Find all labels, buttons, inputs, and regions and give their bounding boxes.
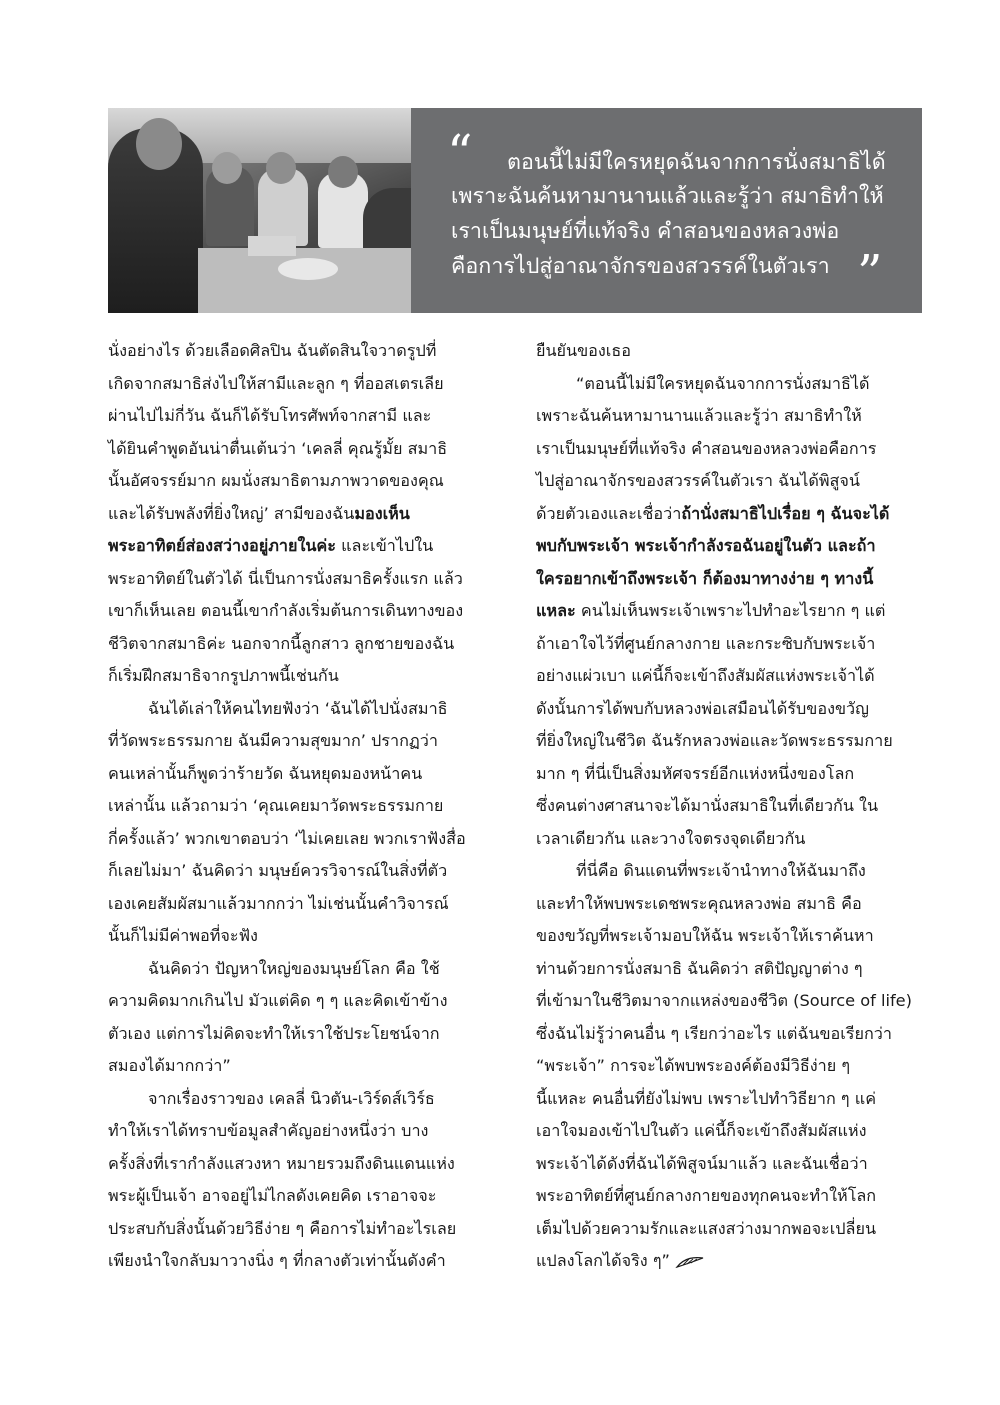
text-line: “พระเจ้า” การจะได้พบพระองค์ต้องมีวิธีง่าย ๆ [536, 1056, 851, 1075]
text-line: กี่ครั้งแล้ว’ พวกเขาตอบว่า ‘ไม่เคยเลย พวกเราฟังสื่อ [108, 828, 466, 848]
text-line: พระเจ้าได้ดังที่ฉันได้พิสูจน์มาแล้ว และฉันเชื่อว่า [536, 1153, 868, 1173]
text-line: ความคิดมากเกินไป มัวแต่คิด ๆ ๆ และคิดเข้าข้าง [108, 991, 448, 1010]
article-photo [108, 108, 411, 313]
open-quote-mark: “ [447, 124, 473, 182]
pull-quote-line: เพราะฉันค้นหามานานแล้วและรู้ว่า สมาธิทำให้ [451, 184, 884, 209]
text-line: สมองได้มากกว่า” [108, 1056, 231, 1075]
text-line: พระอาทิตย์ในตัวได้ นี่เป็นการนั่งสมาธิครั้งแรก แล้ว [108, 568, 463, 588]
bold-phrase: ถ้านั่งสมาธิไปเรื่อย ๆ ฉันจะได้ [681, 503, 890, 523]
pull-quote [411, 108, 922, 313]
text-line: ทำให้เราได้ทราบข้อมูลสำคัญอย่างหนึ่งว่า บาง [108, 1121, 429, 1140]
text-line: ชีวิตจากสมาธิค่ะ นอกจากนี้ลูกสาว ลูกชายของฉัน [108, 633, 455, 653]
text-line: และได้รับพลังที่ยิ่งใหญ่’ สามีของฉันมองเห็น [108, 503, 410, 523]
text-line: ที่ยิ่งใหญ่ในชีวิต ฉันรักหลวงพ่อและวัดพระธรรมกาย [536, 731, 893, 750]
text-line: แปลงโลกได้จริง ๆ” [536, 1245, 921, 1278]
text-line: เวลาเดียวกัน และวางใจตรงจุดเดียวกัน [536, 828, 806, 848]
text-line: ฉันได้เล่าให้คนไทยฟังว่า ‘ฉันได้ไปนั่งสมาธิ [148, 698, 448, 718]
bold-phrase: แหละ [536, 601, 576, 620]
text-line: ซึ่งคนต่างศาสนาจะได้มานั่งสมาธิในที่เดียวกัน ใน [536, 796, 879, 815]
text-line: ที่นี่คือ ดินแดนที่พระเจ้านำทางให้ฉันมาถึง [576, 861, 866, 880]
right-column [536, 335, 921, 1278]
text-line: ตัวเอง แต่การไม่คิดจะทำให้เราใช้ประโยชน์จาก [108, 1023, 440, 1043]
text-line: พระผู้เป็นเจ้า อาจอยู่ไม่ไกลดังเคยคิด เราอาจจะ [108, 1186, 437, 1205]
text-line: นั้นก็ไม่มีค่าพอที่จะฟัง [108, 926, 258, 945]
text-line: ที่เข้ามาในชีวิตมาจากแหล่งของชีวิต (Source of life) [536, 991, 912, 1010]
text-line: อย่างแผ่วเบา แค่นี้ก็จะเข้าถึงสัมผัสแห่งพระเจ้าได้ [536, 666, 875, 685]
text-line: เราเป็นมนุษย์ที่แท้จริง คำสอนของหลวงพ่อคือการ [536, 438, 877, 458]
text-line: ท่านด้วยการนั่งสมาธิ ฉันคิดว่า สติปัญญาต่าง ๆ [536, 958, 863, 978]
text-line [536, 530, 921, 563]
text-line: นี้แหละ คนอื่นที่ยังไม่พบ เพราะไปทำวิธียาก ๆ แค่ [536, 1088, 877, 1108]
bold-phrase: พระอาทิตย์ส่องสว่างอยู่ภายในค่ะ [108, 536, 336, 555]
text-line: แหละ คนไม่เห็นพระเจ้าเพราะไปทำอะไรยาก ๆ แต่ [536, 601, 886, 620]
text-line [536, 563, 921, 596]
text-line: ยืนยันของเธอ [536, 341, 631, 360]
text-line: และทำให้พบพระเดชพระคุณหลวงพ่อ สมาธิ คือ [536, 893, 862, 913]
text-line: ประสบกับสิ่งนั้นด้วยวิธีง่าย ๆ คือการไม่ทำอะไรเลย [108, 1218, 457, 1238]
left-column [108, 335, 490, 1278]
text-line: พระอาทิตย์ส่องสว่างอยู่ภายในค่ะ และเข้าไปใน [108, 536, 434, 555]
bold-phrase: พบกับพระเจ้า พระเจ้ากำลังรอฉันอยู่ในตัว และถ้า [536, 536, 876, 555]
text-line: ซึ่งฉันไม่รู้ว่าคนอื่น ๆ เรียกว่าอะไร แต่ฉันขอเรียกว่า [536, 1023, 892, 1043]
text-line: ผ่านไปไม่กี่วัน ฉันก็ได้รับโทรศัพท์จากสามี และ [108, 406, 432, 425]
text-line: “ตอนนี้ไม่มีใครหยุดฉันจากการนั่งสมาธิได้ [576, 373, 870, 393]
text-line: ของขวัญที่พระเจ้ามอบให้ฉัน พระเจ้าให้เราค้นหา [536, 926, 874, 945]
text-line: ด้วยตัวเองและเชื่อว่าถ้านั่งสมาธิไปเรื่อย ๆ ฉันจะได้ [536, 503, 890, 523]
text-line: เกิดจากสมาธิส่งไปให้สามีและลูก ๆ ที่ออสเตรเลีย [108, 373, 444, 393]
text-line: เพียงนำใจกลับมาวางนิ่ง ๆ ที่กลางตัวเท่านั้นดังคำ [108, 1251, 446, 1270]
text-line: จากเรื่องราวของ เคลลี่ นิวตัน-เวิร์ดส์เวิร์ธ [148, 1088, 435, 1108]
text-line: พระอาทิตย์ที่ศูนย์กลางกายของทุกคนจะทำให้โลก [536, 1186, 877, 1205]
close-quote-mark: ” [857, 244, 883, 302]
text-line: มาก ๆ ที่นี่เป็นสิ่งมหัศจรรย์อีกแห่งหนึ่งของโลก [536, 763, 855, 783]
text-line: ที่วัดพระธรรมกาย ฉันมีความสุขมาก’ ปรากฏว่า [108, 731, 438, 750]
bold-phrase: มองเห็น [354, 503, 410, 523]
text-line: เขาก็เห็นเลย ตอนนี้เขากำลังเริ่มต้นการเดินทางของ [108, 601, 464, 620]
text-line: ถ้าเอาใจไว้ที่ศูนย์กลางกาย และกระซิบกับพระเจ้า [536, 633, 876, 653]
text-line: ฉันคิดว่า ปัญหาใหญ่ของมนุษย์โลก คือ ใช้ [148, 958, 440, 978]
text-line: เองเคยสัมผัสมาแล้วมากกว่า ไม่เช่นนั้นคำวิจารณ์ [108, 893, 449, 913]
text-line: ก็เริ่มฝึกสมาธิจากรูปภาพนี้เช่นกัน [108, 666, 339, 685]
pull-quote-line: เราเป็นมนุษย์ที่แท้จริง คำสอนของหลวงพ่อ [451, 219, 840, 244]
feather-flourish-icon [675, 1255, 705, 1269]
pull-quote-line: ตอนนี้ไม่มีใครหยุดฉันจากการนั่งสมาธิได้ [507, 150, 886, 175]
text-line: ไปสู่อาณาจักรของสวรรค์ในตัวเรา ฉันได้พิสูจน์ [536, 471, 860, 490]
text-line: นั้นอัศจรรย์มาก ผมนั่งสมาธิตามภาพวาดของคุณ [108, 471, 444, 490]
text-line: ดังนั้นการได้พบกับหลวงพ่อเสมือนได้รับของขวัญ [536, 698, 869, 718]
bold-phrase: ใครอยากเข้าถึงพระเจ้า ก็ต้องมาทางง่าย ๆ ทางนี้ [536, 568, 874, 588]
text-line: เต็มไปด้วยความรักและแสงสว่างมากพอจะเปลี่ยน [536, 1218, 877, 1238]
text-line: เอาใจมองเข้าไปในตัว แค่นี้ก็จะเข้าถึงสัมผัสแห่ง [536, 1121, 867, 1140]
text-line: คนเหล่านั้นก็พูดว่าร้ายวัด ฉันหยุดมองหน้าคน [108, 763, 423, 783]
text-line: ครั้งสิ่งที่เรากำลังแสวงหา หมายรวมถึงดินแดนแห่ง [108, 1153, 455, 1173]
text-line: ได้ยินคำพูดอันน่าตื่นเต้นว่า ‘เคลลี่ คุณรู้มั้ย สมาธิ [108, 438, 448, 458]
text-line: นั่งอย่างไร ด้วยเลือดศิลปิน ฉันตัดสินใจวาดรูปที่ [108, 341, 437, 360]
text-line: เหล่านั้น แล้วถามว่า ‘คุณเคยมาวัดพระธรรมกาย [108, 796, 444, 815]
pull-quote-line: คือการไปสู่อาณาจักรของสวรรค์ในตัวเรา [451, 254, 830, 279]
text-line: ก็เลยไม่มา’ ฉันคิดว่า มนุษย์ควรวิจารณ์ในสิ่งที่ตัว [108, 861, 448, 880]
text-line: เพราะฉันค้นหามานานแล้วและรู้ว่า สมาธิทำให้ [536, 406, 862, 425]
